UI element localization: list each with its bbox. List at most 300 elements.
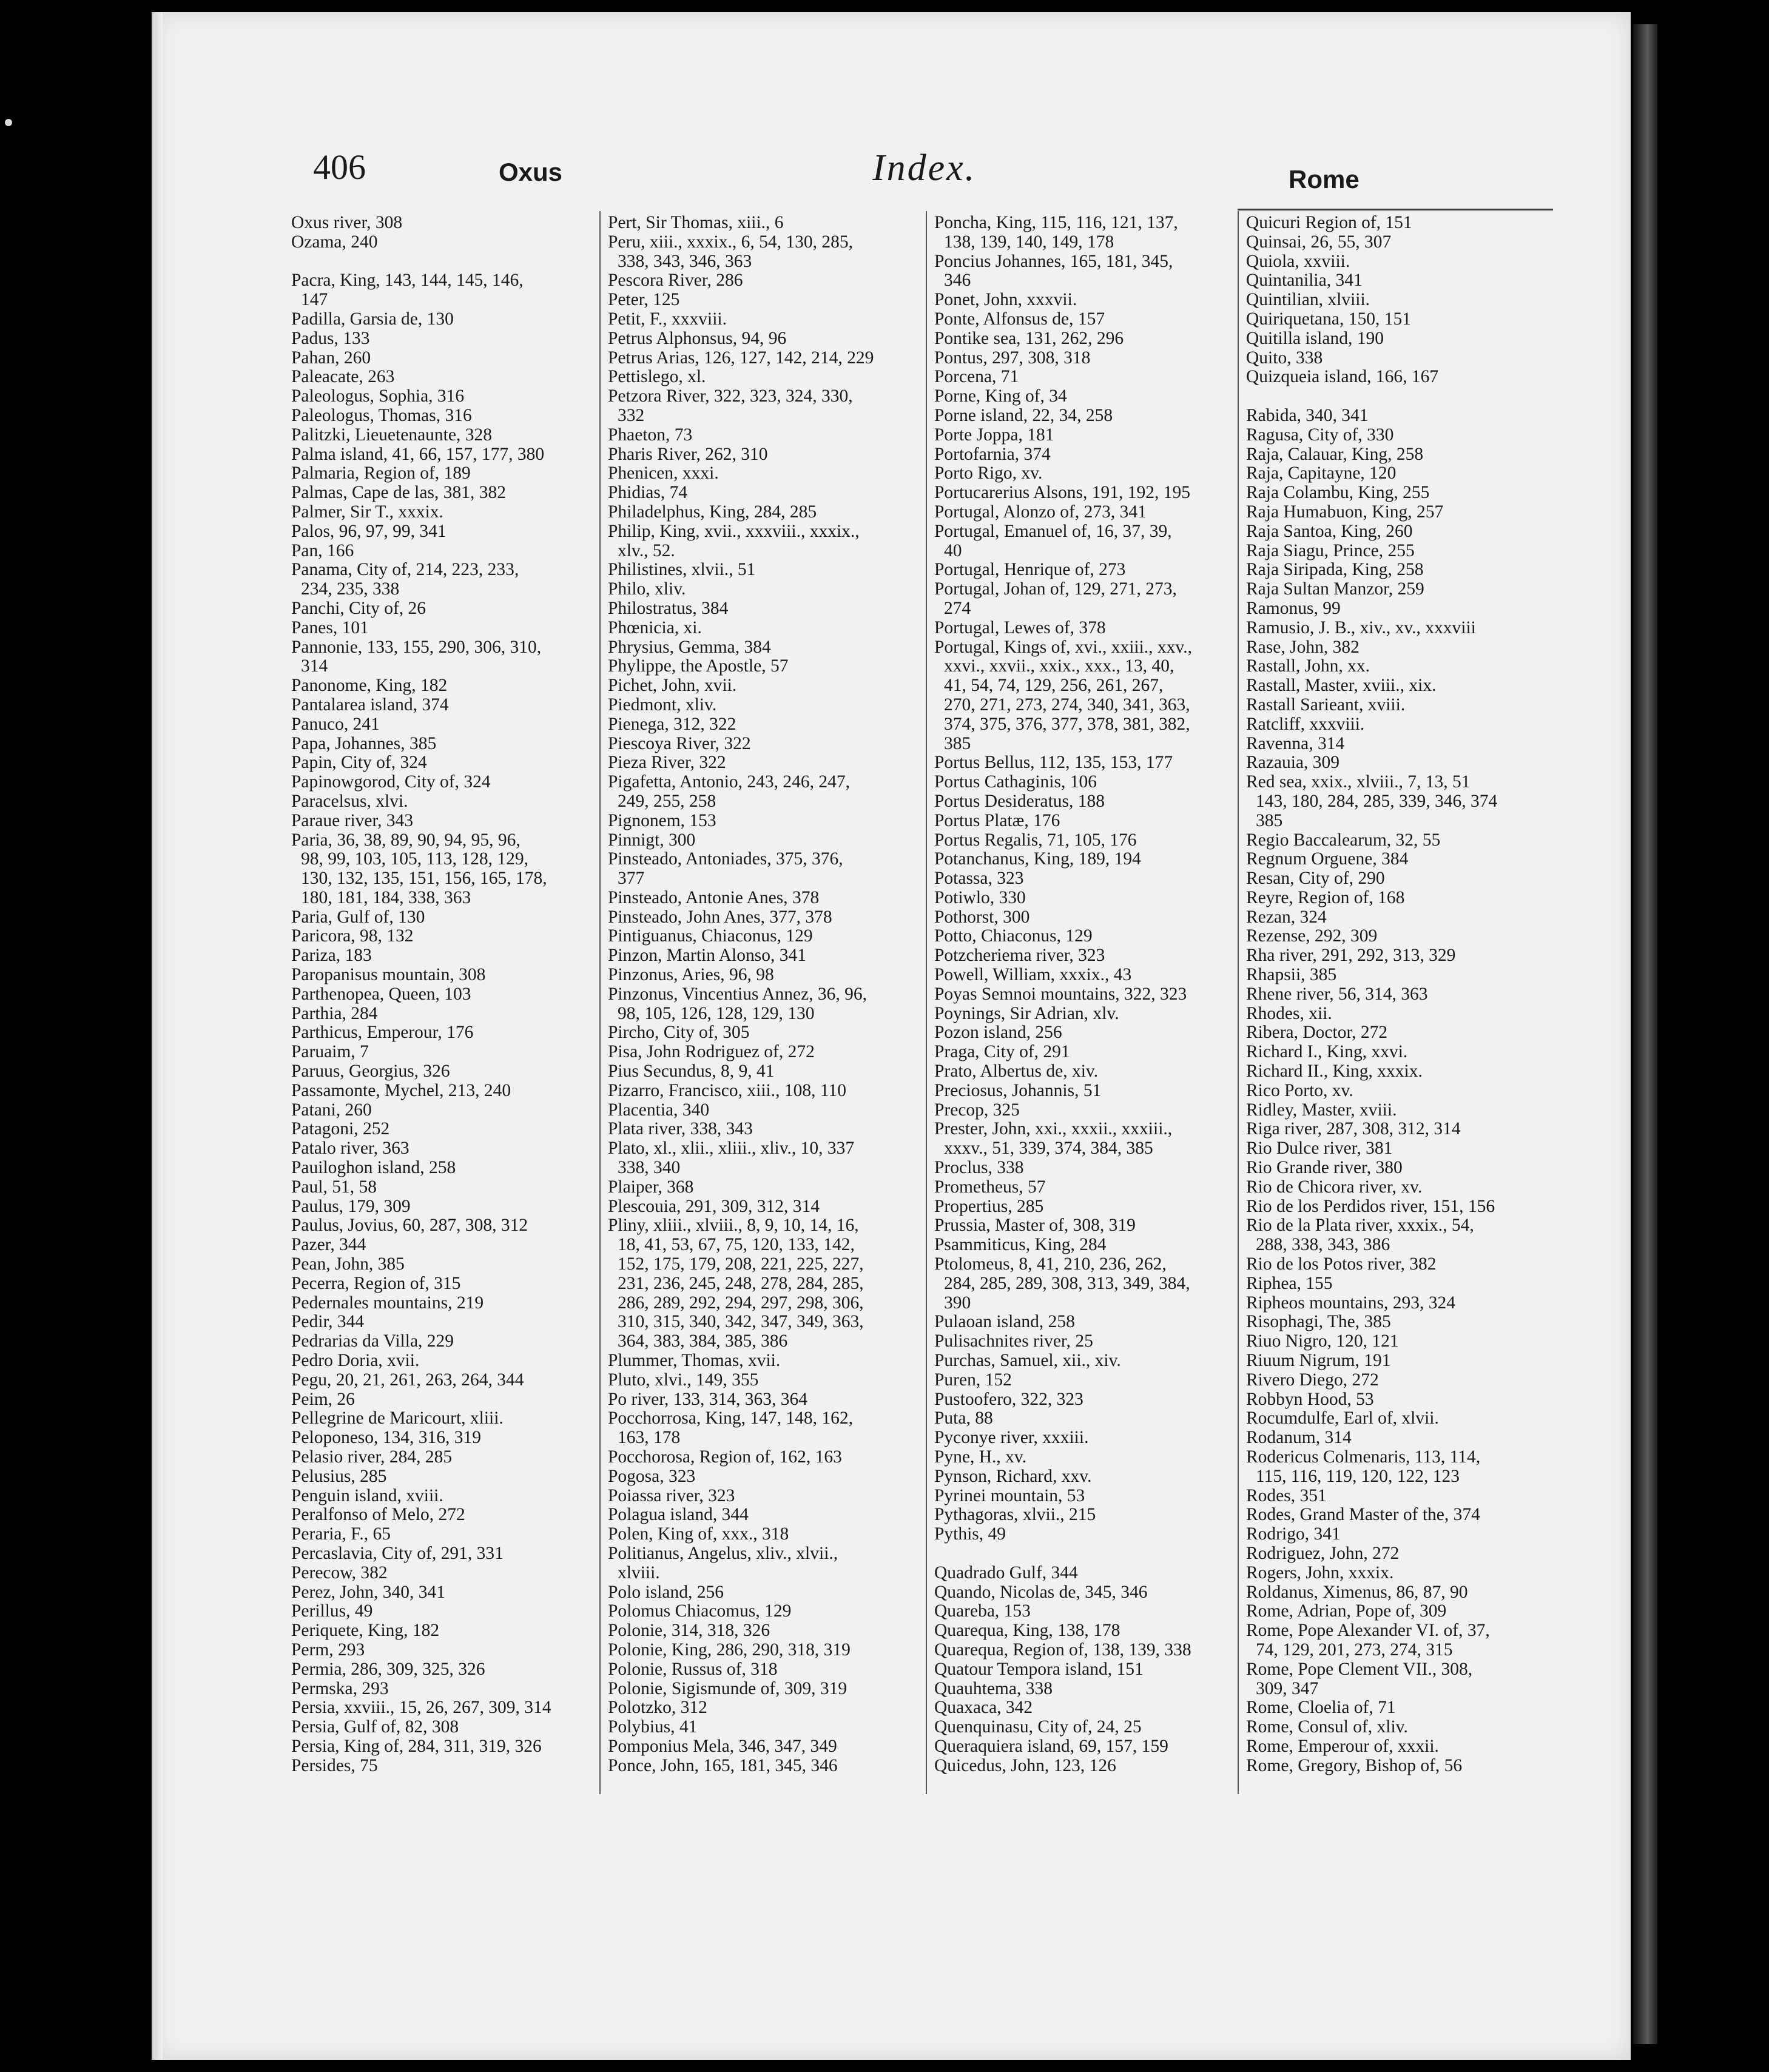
index-entry: Poncha, King, 115, 116, 121, 137, [934,213,1178,232]
index-entry: Petrus Arias, 126, 127, 142, 214, 229 [608,348,874,368]
index-entry: Phœnicia, xi. [608,617,702,637]
index-entry: Rodanum, 314 [1246,1428,1352,1448]
index-entry: Papa, Johannes, 385 [291,733,437,753]
index-entry: Pazer, 344 [291,1235,366,1255]
index-entry: Risophagi, The, 385 [1246,1312,1391,1332]
index-entry: Ridley, Master, xviii. [1246,1100,1397,1120]
index-entry: Rodriguez, John, 272 [1246,1543,1400,1563]
index-entry: Petrus Alphonsus, 94, 96 [608,328,787,348]
index-entry: Polagua island, 344 [608,1505,749,1525]
index-entry: Pyrinei mountain, 53 [934,1485,1085,1505]
index-entry: Pontus, 297, 308, 318 [934,348,1091,368]
index-entry: Peru, xiii., xxxix., 6, 54, 130, 285, [608,232,853,252]
index-entry: Raja Santoa, King, 260 [1246,521,1413,541]
index-entry: Parthicus, Emperour, 176 [291,1023,474,1043]
index-entry: Phaeton, 73 [608,425,693,445]
index-entry: Rome, Cloelia of, 71 [1246,1698,1396,1718]
index-entry: Rome, Pope Clement VII., 308, [1246,1659,1473,1679]
index-entry: Palmaria, Region of, 189 [291,463,471,483]
index-entry: Pintiguanus, Chiaconus, 129 [608,926,813,946]
index-entry: Puta, 88 [934,1408,993,1428]
index-entry: Pelasio river, 284, 285 [291,1447,453,1467]
index-entry: Paleologus, Thomas, 316 [291,405,472,425]
index-entry: Po river, 133, 314, 363, 364 [608,1389,808,1409]
index-entry: Portus Regalis, 71, 105, 176 [934,830,1137,850]
index-entry: Parthia, 284 [291,1003,378,1023]
index-entry: Rezense, 292, 309 [1246,926,1378,946]
scan-speck [5,119,12,126]
index-entry: Pothorst, 300 [934,907,1030,927]
index-entry: Patalo river, 363 [291,1139,409,1159]
index-column-1 [291,214,590,1776]
index-entry: Paruaim, 7 [291,1042,369,1062]
index-entry: Potassa, 323 [934,869,1024,889]
section-gap [934,1544,1245,1564]
index-entry: Peloponeso, 134, 316, 319 [291,1428,482,1448]
section-gap [291,252,590,272]
index-entry: Pulisachnites river, 25 [934,1331,1093,1351]
index-entry: Paleologus, Sophia, 316 [291,386,465,406]
index-entry: Ozama, 240 [291,232,378,252]
index-entry: Pauiloghon island, 258 [291,1158,456,1178]
index-entry-continuation: 385 [944,733,971,753]
index-entry: Paulus, Jovius, 60, 287, 308, 312 [291,1216,528,1236]
index-entry: Pluto, xlvi., 149, 355 [608,1370,759,1390]
index-entry: Panchi, City of, 26 [291,598,426,618]
index-entry: Rodrigo, 341 [1246,1524,1341,1544]
index-entry: Pert, Sir Thomas, xiii., 6 [608,213,784,232]
index-entry-continuation: 270, 271, 273, 274, 340, 341, 363, [944,695,1190,715]
index-entry: Rio de la Plata river, xxxix., 54, [1246,1216,1474,1236]
index-entry-continuation: 163, 178 [618,1428,681,1448]
index-entry-continuation: xlviii. [618,1562,660,1583]
index-entry: Rabida, 340, 341 [1246,405,1369,425]
index-entry-continuation: 180, 181, 184, 338, 363 [301,887,471,907]
index-entry: Peim, 26 [291,1389,355,1409]
index-entry: Pythagoras, xlvii., 215 [934,1505,1096,1525]
index-entry: Paruus, Georgius, 326 [291,1061,450,1081]
index-entry: Rha river, 291, 292, 313, 329 [1246,946,1456,966]
index-entry: Pinsteado, Antoniades, 375, 376, [608,849,843,869]
index-entry-continuation: 385 [1256,810,1283,830]
index-entry: Palmer, Sir T., xxxix. [291,502,443,522]
section-gap [1246,387,1562,406]
index-entry: Raja Siripada, King, 258 [1246,560,1424,580]
index-entry: Palma island, 41, 66, 157, 177, 380 [291,444,545,464]
index-entry: Pedro Doria, xvii. [291,1351,420,1371]
index-entry: Pahan, 260 [291,348,371,368]
index-entry: Rocumdulfe, Earl of, xlvii. [1246,1408,1439,1428]
index-entry: Plata river, 338, 343 [608,1119,753,1139]
index-entry: Regnum Orguene, 384 [1246,849,1409,869]
index-entry: Raja Siagu, Prince, 255 [1246,540,1415,560]
index-entry: Pomponius Mela, 346, 347, 349 [608,1736,837,1756]
index-entry: Portus Bellus, 112, 135, 153, 177 [934,753,1173,773]
index-entry: Rastall Sarieant, xviii. [1246,695,1406,715]
index-entry: Porne, King of, 34 [934,386,1067,406]
index-entry: Patani, 260 [291,1100,372,1120]
index-entry: Papinowgorod, City of, 324 [291,772,491,792]
index-entry: Quizqueia island, 166, 167 [1246,367,1439,387]
index-entry: Quiola, xxviii. [1246,251,1350,271]
index-entry-continuation: 98, 105, 126, 128, 129, 130 [618,1003,815,1023]
index-entry: Paul, 51, 58 [291,1177,377,1197]
index-entry: Pannonie, 133, 155, 290, 306, 310, [291,637,542,657]
index-entry-continuation: xxxv., 51, 339, 374, 384, 385 [944,1139,1153,1159]
index-entry: Petit, F., xxxviii. [608,309,727,329]
index-entry: Petzora River, 322, 323, 324, 330, [608,386,853,406]
index-entry: Pan, 166 [291,540,354,560]
index-entry: Quicedus, John, 123, 126 [934,1755,1116,1775]
index-entry: Rhene river, 56, 314, 363 [1246,984,1428,1004]
index-entry: Preciosus, Johannis, 51 [934,1080,1102,1100]
index-entry: Ravenna, 314 [1246,733,1345,753]
index-entry: Razauia, 309 [1246,753,1339,773]
index-entry: Portugal, Kings of, xvi., xxiii., xxv., [934,637,1193,657]
column-separator [926,211,927,1794]
index-entry: Poncius Johannes, 165, 181, 345, [934,251,1173,271]
index-entry: Pharis River, 262, 310 [608,444,768,464]
index-entry: Persides, 75 [291,1755,378,1775]
index-entry: Portugal, Emanuel of, 16, 37, 39, [934,521,1172,541]
index-entry: Pocchorrosa, King, 147, 148, 162, [608,1408,853,1428]
index-entry: Pozon island, 256 [934,1023,1062,1043]
index-entry: Propertius, 285 [934,1196,1044,1216]
index-entry: Pontike sea, 131, 262, 296 [934,328,1124,348]
index-entry-continuation: 74, 129, 201, 273, 274, 315 [1256,1640,1453,1660]
index-entry: Rastall, Master, xviii., xix. [1246,676,1437,696]
index-entry: Permia, 286, 309, 325, 326 [291,1659,485,1679]
index-entry: Richard II., King, xxxix. [1246,1061,1423,1081]
index-entry: Pliny, xliii., xlviii., 8, 9, 10, 14, 16, [608,1216,859,1236]
index-entry-continuation: 286, 289, 292, 294, 297, 298, 306, [618,1293,864,1313]
index-entry: Quarequa, Region of, 138, 139, 338 [934,1640,1191,1660]
index-entry: Padilla, Garsia de, 130 [291,309,454,329]
index-entry: Powell, William, xxxix., 43 [934,965,1132,985]
index-entry: Quicuri Region of, 151 [1246,213,1412,232]
index-entry: Quareba, 153 [934,1601,1031,1621]
index-title: Index. [872,147,977,189]
index-entry: Portugal, Lewes of, 378 [934,617,1106,637]
index-entry: Perecow, 382 [291,1562,388,1583]
index-entry: Pantalarea island, 374 [291,695,449,715]
index-entry: Pogosa, 323 [608,1466,696,1486]
index-entry: Persia, King of, 284, 311, 319, 326 [291,1736,542,1756]
index-entry: Patagoni, 252 [291,1119,390,1139]
index-entry: Pean, John, 385 [291,1254,405,1274]
index-entry: Perillus, 49 [291,1601,373,1621]
right-guide-word: Rome [1289,165,1360,193]
index-entry: Pinzonus, Vincentius Annez, 36, 96, [608,984,868,1004]
index-entry: Phenicen, xxxi. [608,463,719,483]
index-entry: Pyne, H., xv. [934,1447,1027,1467]
index-entry: Rome, Adrian, Pope of, 309 [1246,1601,1447,1621]
index-entry-continuation: xxvi., xxvii., xxix., xxx., 13, 40, [944,656,1174,676]
index-entry: Paria, 36, 38, 89, 90, 94, 95, 96, [291,830,521,850]
index-entry: Polotzko, 312 [608,1698,707,1718]
index-entry: Periquete, King, 182 [291,1621,440,1641]
index-entry: Philostratus, 384 [608,598,729,618]
index-entry: Polonie, King, 286, 290, 318, 319 [608,1640,851,1660]
index-entry: Pigafetta, Antonio, 243, 246, 247, [608,772,851,792]
index-entry: Padus, 133 [291,328,370,348]
index-entry: Rhodes, xii. [1246,1003,1332,1023]
index-entry: Pelusius, 285 [291,1466,387,1486]
index-entry: Raja Sultan Manzor, 259 [1246,579,1424,599]
index-entry: Potto, Chiaconus, 129 [934,926,1093,946]
index-entry: Panama, City of, 214, 223, 233, [291,560,519,580]
index-entry: Psammiticus, King, 284 [934,1235,1107,1255]
index-entry-continuation: 143, 180, 284, 285, 339, 346, 374 [1256,791,1498,811]
index-entry: Ribera, Doctor, 272 [1246,1023,1388,1043]
index-entry: Polomus Chiacomus, 129 [608,1601,792,1621]
index-entry-continuation: 309, 347 [1256,1678,1319,1698]
index-entry: Prussia, Master of, 308, 319 [934,1216,1136,1236]
index-entry: Prometheus, 57 [934,1177,1046,1197]
header-rule [1238,209,1553,210]
index-entry: Rio Dulce river, 381 [1246,1139,1393,1159]
index-entry-continuation: 338, 340 [618,1158,681,1178]
index-entry: Rogers, John, xxxix. [1246,1562,1394,1583]
index-entry-continuation: 147 [301,290,328,310]
index-entry: Proclus, 338 [934,1158,1024,1178]
index-entry: Persia, xxviii., 15, 26, 267, 309, 314 [291,1698,551,1718]
index-entry: Pignonem, 153 [608,810,716,830]
index-entry: Porte Joppa, 181 [934,425,1054,445]
index-entry: Pichet, John, xvii. [608,676,737,696]
index-entry: Plato, xl., xlii., xliii., xliv., 10, 337 [608,1139,855,1159]
index-entry: Quenquinasu, City of, 24, 25 [934,1717,1142,1737]
index-entry-continuation: 288, 338, 343, 386 [1256,1235,1390,1255]
index-entry-continuation: 364, 383, 384, 385, 386 [618,1331,788,1351]
index-entry: Percaslavia, City of, 291, 331 [291,1543,504,1563]
index-entry: Prato, Albertus de, xiv. [934,1061,1099,1081]
index-entry: Porne island, 22, 34, 258 [934,405,1113,425]
index-entry: Rastall, John, xx. [1246,656,1370,676]
index-entry: Raja, Calauar, King, 258 [1246,444,1424,464]
index-entry-continuation: 98, 99, 103, 105, 113, 128, 129, [301,849,529,869]
index-entry-continuation: 130, 132, 135, 151, 156, 165, 178, [301,869,547,889]
index-entry: Rome, Consul of, xliv. [1246,1717,1408,1737]
index-column-2 [608,214,923,1776]
index-entry: Quando, Nicolas de, 345, 346 [934,1582,1148,1602]
index-entry: Pariza, 183 [291,946,372,966]
index-entry: Red sea, xxix., xlviii., 7, 13, 51 [1246,772,1471,792]
index-entry: Pedir, 344 [291,1312,365,1332]
index-entry: Philip, King, xvii., xxxviii., xxxix., [608,521,860,541]
index-entry: Portugal, Johan of, 129, 271, 273, [934,579,1177,599]
index-entry-continuation: 41, 54, 74, 129, 256, 261, 267, [944,676,1164,696]
index-entry: Peter, 125 [608,290,680,310]
index-entry: Panonome, King, 182 [291,676,448,696]
index-entry-continuation: 234, 235, 338 [301,579,400,599]
index-entry: Polybius, 41 [608,1717,698,1737]
index-entry-continuation: 338, 343, 346, 363 [618,251,752,271]
index-entry: Paricora, 98, 132 [291,926,414,946]
index-entry: Rico Porto, xv. [1246,1080,1353,1100]
index-entry: Placentia, 340 [608,1100,710,1120]
index-entry: Quarequa, King, 138, 178 [934,1621,1120,1641]
index-entry: Perm, 293 [291,1640,365,1660]
left-guide-word: Oxus [499,158,563,186]
index-entry: Reyre, Region of, 168 [1246,887,1405,907]
index-entry: Poynings, Sir Adrian, xlv. [934,1003,1119,1023]
index-entry-continuation: 332 [618,405,645,425]
index-entry: Pynson, Richard, xxv. [934,1466,1092,1486]
index-entry: Rio Grande river, 380 [1246,1158,1403,1178]
index-entry: Portus Platæ, 176 [934,810,1060,830]
index-entry: Pettislego, xl. [608,367,706,387]
index-entry: Paraue river, 343 [291,810,414,830]
index-entry-continuation: 231, 236, 245, 248, 278, 284, 285, [618,1273,864,1293]
index-entry: Rodes, Grand Master of the, 374 [1246,1505,1480,1525]
index-entry: Phrysius, Gemma, 384 [608,637,771,657]
index-entry: Rhapsii, 385 [1246,965,1337,985]
index-entry: Polo island, 256 [608,1582,724,1602]
index-entry: Philadelphus, King, 284, 285 [608,502,817,522]
index-entry: Pircho, City of, 305 [608,1023,750,1043]
index-entry: Permska, 293 [291,1678,389,1698]
index-entry: Paulus, 179, 309 [291,1196,411,1216]
index-entry: Portofarnia, 374 [934,444,1051,464]
index-entry: Polen, King of, xxx., 318 [608,1524,789,1544]
index-entry: Plummer, Thomas, xvii. [608,1351,781,1371]
index-entry: Passamonte, Mychel, 213, 240 [291,1080,511,1100]
index-entry: Ratcliff, xxxviii. [1246,714,1365,734]
index-entry-continuation: 138, 139, 140, 149, 178 [944,232,1114,252]
index-entry: Quito, 338 [1246,348,1323,368]
index-entry: Papin, City of, 324 [291,753,427,773]
index-entry: Pellegrine de Maricourt, xliii. [291,1408,504,1428]
index-entry: Raja Colambu, King, 255 [1246,483,1430,503]
index-entry: Phylippe, the Apostle, 57 [608,656,789,676]
index-entry: Ramusio, J. B., xiv., xv., xxxviii [1246,617,1476,637]
index-entry: Quintilian, xlviii. [1246,290,1370,310]
index-entry: Pienega, 312, 322 [608,714,736,734]
index-entry: Rome, Emperour of, xxxii. [1246,1736,1439,1756]
index-entry: Quinsai, 26, 55, 307 [1246,232,1392,252]
index-entry: Potanchanus, King, 189, 194 [934,849,1141,869]
index-entry-continuation: 377 [618,869,645,889]
index-entry: Paleacate, 263 [291,367,395,387]
index-entry: Pythis, 49 [934,1524,1006,1544]
index-entry: Pinsteado, John Anes, 377, 378 [608,907,832,927]
index-entry: Oxus river, 308 [291,213,403,232]
index-entry: Rodes, 351 [1246,1485,1327,1505]
index-entry: Polonie, Sigismunde of, 309, 319 [608,1678,847,1698]
index-entry: Quiriquetana, 150, 151 [1246,309,1411,329]
index-entry: Rome, Pope Alexander VI. of, 37, [1246,1621,1490,1641]
index-entry: Riuo Nigro, 120, 121 [1246,1331,1399,1351]
index-entry: Precop, 325 [934,1100,1020,1120]
index-entry: Panuco, 241 [291,714,380,734]
index-entry: Philo, xliv. [608,579,686,599]
index-entry: Porto Rigo, xv. [934,463,1043,483]
index-entry: Purchas, Samuel, xii., xiv. [934,1351,1121,1371]
index-entry: Ponet, John, xxxvii. [934,290,1077,310]
index-entry: Robbyn Hood, 53 [1246,1389,1374,1409]
index-entry: Porcena, 71 [934,367,1019,387]
index-entry-continuation: 284, 285, 289, 308, 313, 349, 384, [944,1273,1190,1293]
index-entry-continuation: 274 [944,598,971,618]
index-entry: Pedrarias da Villa, 229 [291,1331,454,1351]
index-entry: Polonie, Russus of, 318 [608,1659,778,1679]
index-entry: Praga, City of, 291 [934,1042,1070,1062]
index-entry: Pocchorosa, Region of, 162, 163 [608,1447,842,1467]
index-entry: Pinzonus, Aries, 96, 98 [608,965,774,985]
page-edge-shadow [1633,24,1657,2044]
index-column-4 [1246,214,1562,1776]
index-entry: Pegu, 20, 21, 261, 263, 264, 344 [291,1370,524,1390]
page-number: 406 [313,147,366,187]
index-entry: Ponce, John, 165, 181, 345, 346 [608,1755,838,1775]
index-entry: Penguin island, xviii. [291,1485,443,1505]
index-entry: Rome, Gregory, Bishop of, 56 [1246,1755,1463,1775]
index-entry-continuation: 115, 116, 119, 120, 122, 123 [1256,1466,1460,1486]
index-entry: Pisa, John Rodriguez of, 272 [608,1042,815,1062]
index-entry: Quintanilia, 341 [1246,271,1363,291]
index-entry: Quaxaca, 342 [934,1698,1033,1718]
index-entry: Pulaoan island, 258 [934,1312,1075,1332]
index-entry: Palmas, Cape de las, 381, 382 [291,483,506,503]
index-entry: Rivero Diego, 272 [1246,1370,1379,1390]
index-entry-continuation: 152, 175, 179, 208, 221, 225, 227, [618,1254,864,1274]
index-entry: Pinzon, Martin Alonso, 341 [608,946,806,966]
index-entry: Parthenopea, Queen, 103 [291,984,471,1004]
index-entry: Pius Secundus, 8, 9, 41 [608,1061,775,1081]
index-entry: Pyconye river, xxxiii. [934,1428,1089,1448]
index-entry: Prester, John, xxi., xxxii., xxxiii., [934,1119,1173,1139]
index-entry-continuation: 40 [944,540,962,560]
index-entry: Persia, Gulf of, 82, 308 [291,1717,459,1737]
index-entry: Palos, 96, 97, 99, 341 [291,521,446,541]
index-entry: Regio Baccalearum, 32, 55 [1246,830,1441,850]
index-entry-continuation: xlv., 52. [618,540,675,560]
index-entry: Rio de los Perdidos river, 151, 156 [1246,1196,1495,1216]
index-entry: Queraquiera island, 69, 157, 159 [934,1736,1168,1756]
index-entry: Puren, 152 [934,1370,1012,1390]
index-entry: Quadrado Gulf, 344 [934,1562,1078,1583]
index-entry-continuation: 314 [301,656,328,676]
index-entry: Pizarro, Francisco, xiii., 108, 110 [608,1080,846,1100]
index-entry: Politianus, Angelus, xliv., xlvii., [608,1543,838,1563]
index-entry: Potzcheriema river, 323 [934,946,1105,966]
index-entry: Polonie, 314, 318, 326 [608,1621,770,1641]
index-entry: Portucarerius Alsons, 191, 192, 195 [934,483,1190,503]
index-entry: Paria, Gulf of, 130 [291,907,425,927]
index-entry-continuation: 18, 41, 53, 67, 75, 120, 133, 142, [618,1235,855,1255]
index-entry: Pustoofero, 322, 323 [934,1389,1083,1409]
index-entry: Paracelsus, xlvi. [291,791,408,811]
index-entry: Quauhtema, 338 [934,1678,1053,1698]
index-entry: Potiwlo, 330 [934,887,1026,907]
index-entry: Raja Humabuon, King, 257 [1246,502,1444,522]
index-column-3 [934,214,1245,1776]
index-entry: Piescoya River, 322 [608,733,751,753]
index-entry: Rezan, 324 [1246,907,1327,927]
index-entry: Portus Desideratus, 188 [934,791,1105,811]
index-entry: Resan, City of, 290 [1246,869,1385,889]
column-separator [599,211,601,1794]
index-entry: Piedmont, xliv. [608,695,717,715]
index-entry: Philistines, xlvii., 51 [608,560,756,580]
index-entry: Pacra, King, 143, 144, 145, 146, [291,271,524,291]
index-entry: Ragusa, City of, 330 [1246,425,1394,445]
index-entry: Pieza River, 322 [608,753,726,773]
index-entry: Ripheos mountains, 293, 324 [1246,1293,1455,1313]
index-entry: Pinnigt, 300 [608,830,696,850]
index-entry: Pedernales mountains, 219 [291,1293,484,1313]
